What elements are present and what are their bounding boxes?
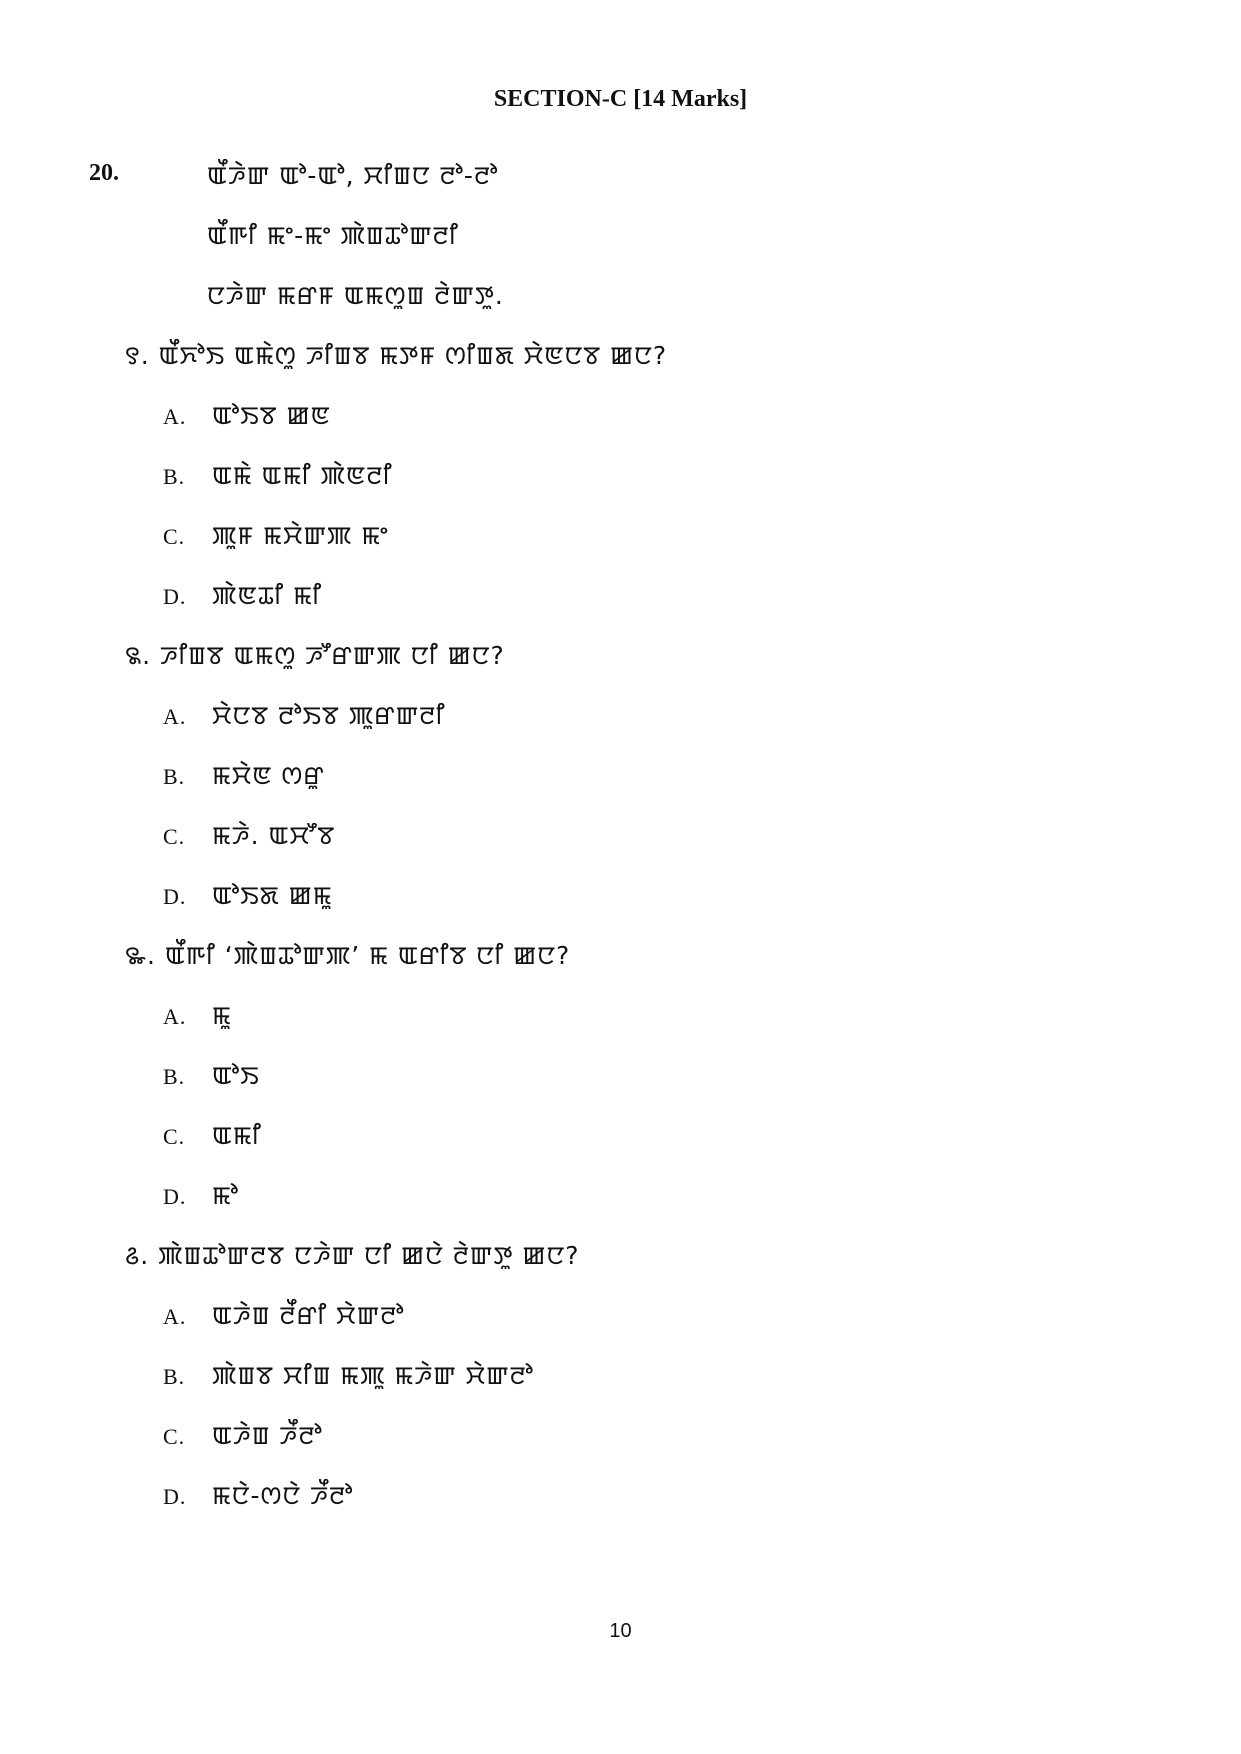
- option-4a: [163, 1298, 404, 1333]
- option-text: ꯄꯨꯝ ꯃꯆꯥꯛꯄ ꯃꯦ: [211, 521, 389, 550]
- option-letter: B.: [163, 764, 186, 789]
- option-text: ꯃꯣ: [211, 1181, 239, 1210]
- option-4d: [163, 1478, 353, 1513]
- option-text: ꯃꯍꯥ. ꯑꯆꯧꯕ: [211, 821, 336, 850]
- sub-question-3: [125, 938, 570, 973]
- option-1c: [163, 518, 389, 553]
- option-text: ꯄꯥꯡꯕ ꯆꯤꯡ ꯃꯄꯨ ꯃꯍꯥꯛ ꯆꯥꯛꯂꯣ: [211, 1361, 534, 1390]
- option-letter: C.: [163, 1424, 186, 1449]
- option-2b: [163, 758, 325, 793]
- passage-line-2: ꯑꯩꯒꯤ ꯃꯦ-ꯃꯦ ꯄꯥꯡꯊꯣꯛꯂꯤ: [207, 221, 459, 250]
- option-letter: C.: [163, 824, 186, 849]
- option-text: ꯑꯃꯤ: [211, 1121, 262, 1150]
- section-title: SECTION-C [14 Marks]: [493, 86, 748, 112]
- option-2d: [163, 878, 333, 913]
- option-4b: [163, 1358, 534, 1393]
- option-letter: B.: [163, 1364, 186, 1389]
- option-2c: [163, 818, 335, 853]
- option-letter: A.: [163, 1304, 187, 1329]
- option-4c: [163, 1418, 323, 1453]
- option-text: ꯑꯍꯥꯡ ꯂꯩꯔꯤ ꯆꯥꯛꯂꯣ: [211, 1301, 405, 1330]
- option-text: ꯃꯨ: [211, 1001, 232, 1030]
- option-letter: A.: [163, 1004, 187, 1029]
- option-1a: [163, 398, 331, 433]
- option-letter: C.: [163, 524, 186, 549]
- option-text: ꯃꯅꯥ-ꯁꯅꯥ ꯍꯩꯂꯣ: [211, 1481, 354, 1510]
- option-text: ꯃꯆꯥꯟ ꯁꯔꯨ: [211, 761, 325, 790]
- option-text: ꯑꯣꯏꯗ ꯀꯃꯨ: [211, 881, 333, 910]
- option-2a: [163, 698, 446, 733]
- sub-question-1: [125, 338, 667, 373]
- option-letter: D.: [163, 884, 187, 909]
- option-text: ꯑꯍꯥꯡ ꯍꯩꯂꯣ: [211, 1421, 323, 1450]
- option-letter: D.: [163, 584, 187, 609]
- option-text: ꯑꯃꯥ ꯑꯃꯤ ꯄꯥꯟꯂꯤ: [211, 461, 393, 490]
- option-3d: [163, 1178, 239, 1213]
- option-letter: D.: [163, 1184, 187, 1209]
- option-3b: [163, 1058, 260, 1093]
- option-1d: [163, 578, 322, 613]
- option-text: ꯑꯣꯏꯕ ꯀꯟ: [211, 401, 331, 430]
- sub-question-2: [125, 638, 505, 673]
- sub-question-text: ꯑꯩꯈꯣꯏ ꯑꯃꯥꯁꯨ ꯍꯤꯡꯕ ꯃꯇꯝ ꯁꯤꯡꯗ ꯆꯥꯟꯅꯕ ꯀꯅ?: [158, 341, 668, 370]
- option-text: ꯆꯥꯅꯕ ꯂꯣꯏꯕ ꯄꯨꯔꯛꯂꯤ: [211, 701, 446, 730]
- sub-question-marker: ꯱.: [125, 341, 150, 370]
- option-letter: A.: [163, 704, 187, 729]
- option-letter: B.: [163, 1064, 186, 1089]
- option-letter: A.: [163, 404, 187, 429]
- option-letter: B.: [163, 464, 186, 489]
- sub-question-text: ꯄꯥꯡꯊꯣꯛꯂꯕ ꯅꯍꯥꯛ ꯅꯤ ꯀꯅꯥ ꯂꯥꯛꯇꯨ ꯀꯅ?: [158, 1241, 580, 1270]
- option-text: ꯑꯣꯏ: [211, 1061, 260, 1090]
- passage-line-3: ꯅꯍꯥꯛ ꯃꯔꯝ ꯑꯃꯁꯨꯡ ꯂꯥꯛꯇꯨ.: [207, 281, 504, 310]
- sub-question-4: [125, 1238, 580, 1273]
- option-3a: [163, 998, 232, 1033]
- option-text: ꯄꯥꯟꯊꯤ ꯃꯤ: [211, 581, 323, 610]
- sub-question-marker: ꯳.: [125, 941, 156, 970]
- option-3c: [163, 1118, 262, 1153]
- option-1b: [163, 458, 393, 493]
- question-number: 20.: [89, 160, 119, 186]
- page-number: 10: [609, 1620, 632, 1642]
- sub-question-text: ꯍꯤꯡꯕ ꯑꯃꯁꯨ ꯍꯧꯔꯛꯄ ꯅꯤ ꯀꯅ?: [160, 641, 505, 670]
- option-letter: C.: [163, 1124, 186, 1149]
- sub-question-marker: ꯴.: [125, 1241, 150, 1270]
- option-letter: D.: [163, 1484, 187, 1509]
- sub-question-marker: ꯲.: [125, 641, 152, 670]
- sub-question-text: ꯑꯩꯒꯤ ‘ꯄꯥꯡꯊꯣꯛꯄ’ ꯃ ꯑꯔꯤꯕ ꯅꯤ ꯀꯅ?: [164, 941, 571, 970]
- passage-line-1: ꯑꯩꯍꯥꯛ ꯑꯣ-ꯑꯣ, ꯆꯤꯡꯅ ꯂꯣ-ꯂꯣ: [207, 161, 499, 190]
